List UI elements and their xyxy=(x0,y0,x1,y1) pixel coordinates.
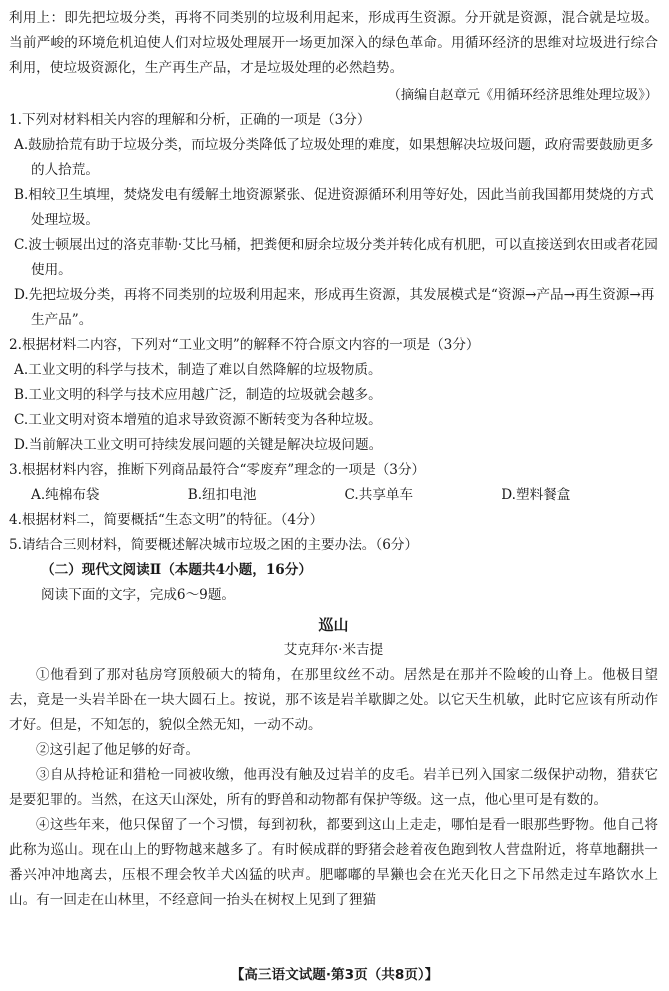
question-3-options xyxy=(9,483,658,508)
question-2-option-c: C.工业文明对资本增殖的追求导致资源不断转变为各种垃圾。 xyxy=(14,412,382,428)
question-1-option-a: A.鼓励拾荒有助于垃圾分类，而垃圾分类降低了垃圾处理的难度，如果想解决垃圾问题，政府需要鼓励更多的人拾荒。 xyxy=(14,137,654,178)
question-3-option-a: A.纯棉布袋 xyxy=(31,487,100,503)
question-3 xyxy=(9,458,658,508)
question-2-option-d: D.当前解决工业文明可持续发展问题的关键是解决垃圾问题。 xyxy=(14,437,383,453)
article-paragraph-3: ③自从持枪证和猎枪一同被收缴，他再没有触及过岩羊的皮毛。岩羊已列入国家二级保护动物，猎获它是要犯罪的。当然，在这天山深处，所有的野兽和动物都有保护等级。这一点，他心里可是有数的。 xyxy=(9,767,658,808)
question-3-option-b: B.纽扣电池 xyxy=(187,487,257,503)
question-1 xyxy=(9,108,658,333)
question-1-option-b: B.相较卫生填埋，焚烧发电有缓解土地资源紧张、促进资源循环利用等好处，因此当前我国都用焚烧的方式处理垃圾。 xyxy=(14,187,654,228)
question-2-option-a: A.工业文明的科学与技术，制造了难以自然降解的垃圾物质。 xyxy=(14,362,382,378)
question-1-stem: 1.下列对材料相关内容的理解和分析，正确的一项是（3分） xyxy=(9,112,371,128)
question-1-option-c: C.波士顿展出过的洛克菲勒·艾比马桶，把粪便和厨余垃圾分类并转化成有机肥，可以直接送到农田或者花园使用。 xyxy=(14,237,658,278)
page-footer: 【高三语文试题·第3页（共8页）】 xyxy=(230,967,439,983)
question-3-option-d: D.塑料餐盒 xyxy=(501,487,571,503)
question-4-stem: 4.根据材料二，简要概括“生态文明”的特征。（4分） xyxy=(9,512,324,528)
question-2-option-b: B.工业文明的科学与技术应用越广泛，制造的垃圾就会越多。 xyxy=(14,387,382,403)
material-source: （摘编自赵章元《用循环经济思维处理垃圾》） xyxy=(387,88,658,103)
question-2-stem: 2.根据材料二内容，下列对“工业文明”的解释不符合原文内容的一项是（3分） xyxy=(9,337,480,353)
article-paragraph-1: ①他看到了那对毡房穹顶般硕大的犄角，在那里纹丝不动。居然是在那并不险峻的山脊上。他极目望去，竟是一头岩羊卧在一块大圆石上。按说，那不该是岩羊歇脚之处。以它天生机敏，此时它应该有所动作才好。但是，不知怎的，貌似全然无知，一动不动。 xyxy=(9,667,658,733)
section-heading: （二）现代文阅读Ⅱ（本题共4小题，16分） xyxy=(41,562,312,578)
question-2 xyxy=(9,333,658,458)
article-author: 艾克拜尔·米吉提 xyxy=(283,642,384,658)
material-continuation: 利用上：即先把垃圾分类，再将不同类别的垃圾利用起来，形成再生资源。分开就是资源，混合就是垃圾。当前严峻的环境危机迫使人们对垃圾处理展开一场更加深入的绿色革命。用循环经济的思维对垃圾进行综合利用，使垃圾资源化，生产再生产品，才是垃圾处理的必然趋势。 xyxy=(9,10,658,76)
question-3-stem: 3.根据材料内容，推断下列商品最符合“零废弃”理念的一项是（3分） xyxy=(9,462,426,478)
article-paragraph-4: ④这些年来，他只保留了一个习惯，每到初秋，都要到这山上走走，哪怕是看一眼那些野物。他自己将此称为巡山。现在山上的野物越来越多了。有时候成群的野猪会趁着夜色跑到牧人营盘附近，将草地翻拱一番兴冲冲地离去，压根不理会牧羊犬凶猛的吠声。肥嘟嘟的旱獭也会在光天化日之下吊然走过车路饮水上山。有一回走在山林里，不经意间一抬头在树杈上见到了狸猫 xyxy=(9,817,658,908)
article-paragraph-2: ②这引起了他足够的好奇。 xyxy=(36,742,200,758)
article-title: 巡山 xyxy=(318,616,349,634)
question-1-option-d: D.先把垃圾分类，再将不同类别的垃圾利用起来，形成再生资源，其发展模式是“资源→产品→再生资源→再生产品”。 xyxy=(14,287,655,328)
section-lead: 阅读下面的文字，完成6～9题。 xyxy=(41,587,236,603)
question-5-stem: 5.请结合三则材料，简要概述解决城市垃圾之困的主要办法。（6分） xyxy=(9,537,419,553)
question-3-option-c: C.共享单车 xyxy=(344,487,414,503)
